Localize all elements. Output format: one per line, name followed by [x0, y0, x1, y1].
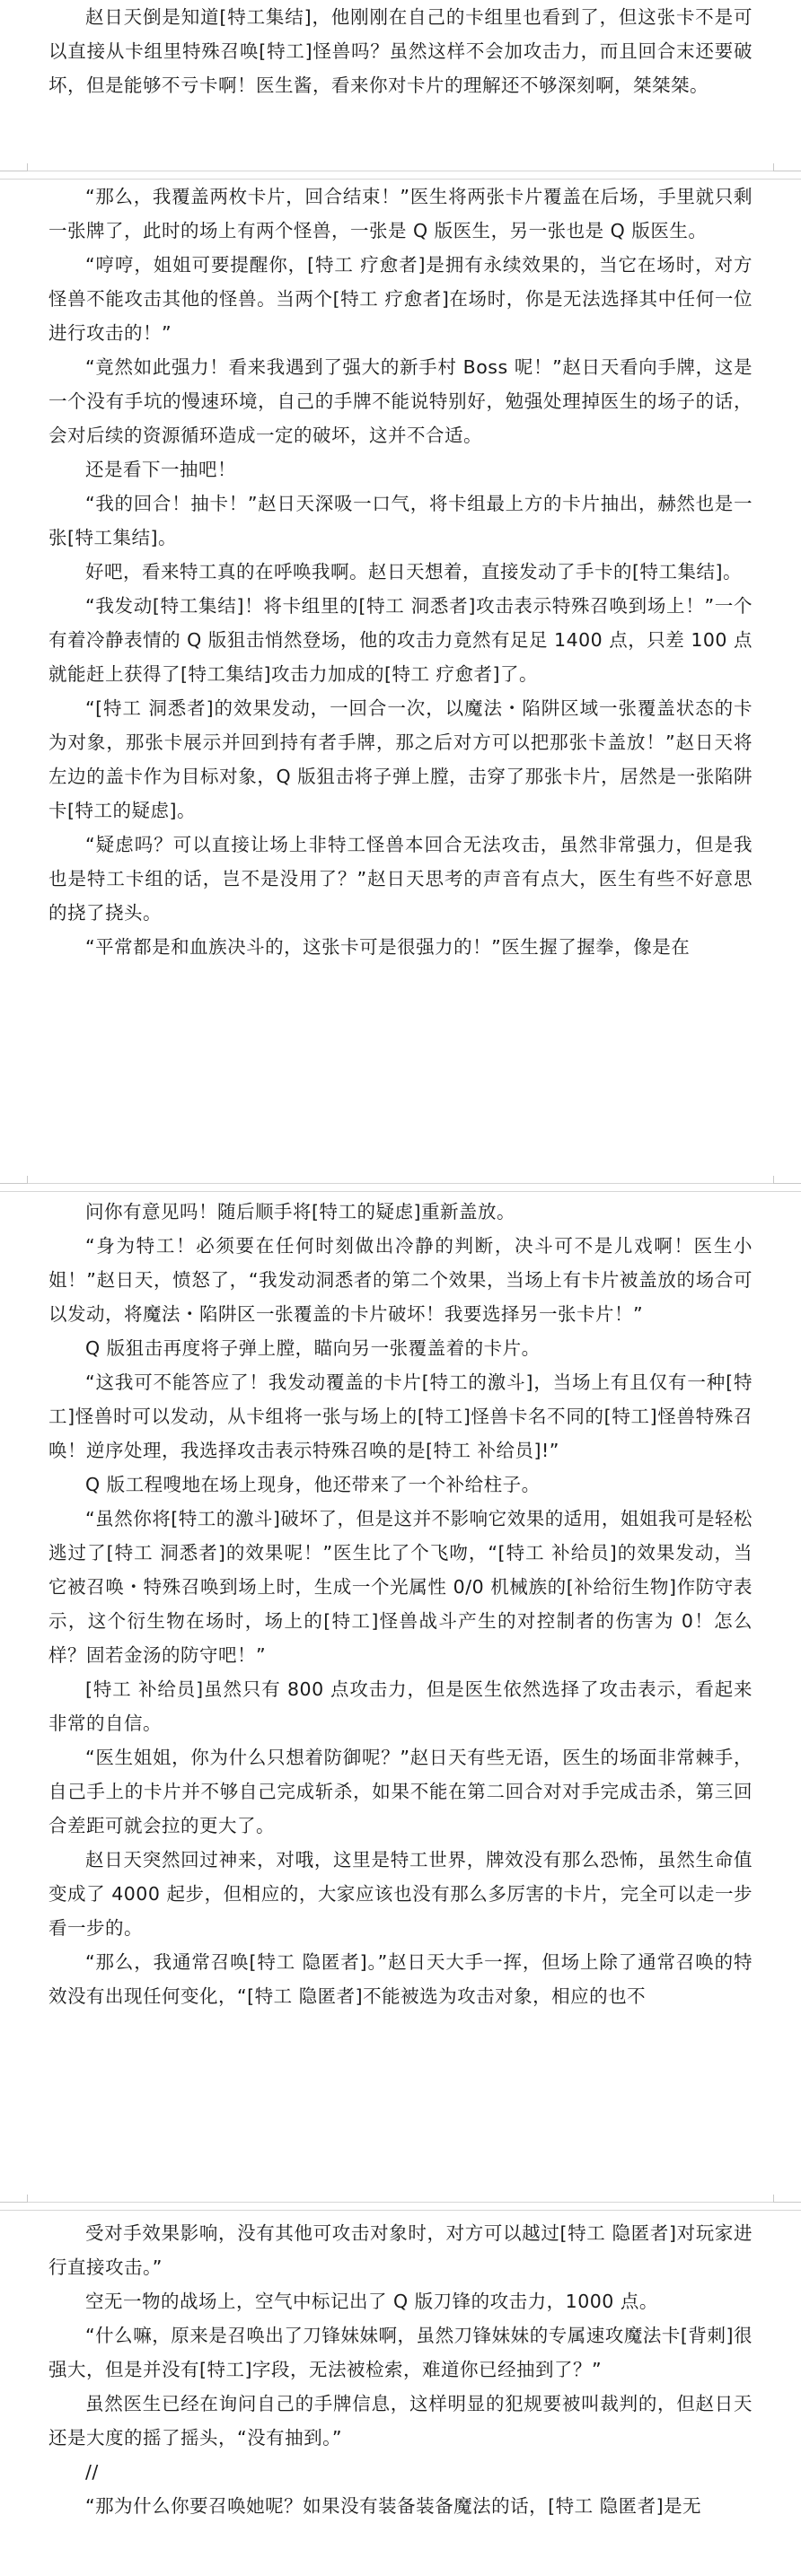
- page-3-body: [48, 1195, 753, 2013]
- paragraph: “哼哼，姐姐可要提醒你，[特工 疗愈者]是拥有永续效果的，当它在场时，对方怪兽不能攻击其他的怪兽。当两个[特工 疗愈者]在场时，你是无法选择其中任何一位进行攻击的！”: [48, 254, 753, 344]
- page-corner-mark: [0, 2195, 28, 2203]
- page-3: [0, 1192, 801, 2202]
- paragraph: “那么，我覆盖两枚卡片，回合结束！”医生将两张卡片覆盖在后场，手里就只剩一张牌了，此时的场上有两个怪兽，一张是 Q 版医生，另一张也是 Q 版医生。: [48, 186, 753, 241]
- paragraph: “竟然如此强力！看来我遇到了强大的新手村 Boss 呢！”赵日天看向手牌，这是一个没有手坑的慢速环境，自己的手牌不能说特别好，勉强处理掉医生的场子的话，会对后续的资源循环造成一定的破坏，这并不合适。: [48, 356, 753, 446]
- page-1-body: [48, 0, 753, 102]
- paragraph: Q 版工程嗖地在场上现身，他还带来了一个补给柱子。: [85, 1474, 541, 1495]
- page-corner-mark: [773, 1176, 801, 1184]
- paragraph: “我发动[特工集结]！将卡组里的[特工 洞悉者]攻击表示特殊召唤到场上！”一个有着冷静表情的 Q 版狙击悄然登场，他的攻击力竟然有足足 1400 点，只差 100 点就能赶上获得了[特工集结]攻击力加成的[特工 疗愈者]了。: [48, 595, 753, 685]
- page-corner-mark: [0, 163, 28, 171]
- page-break: [0, 171, 801, 180]
- paragraph: “那么，我通常召唤[特工 隐匿者]。”赵日天大手一挥，但场上除了通常召唤的特效没有出现任何变化，“[特工 隐匿者]不能被选为攻击对象，相应的也不: [48, 1951, 753, 2007]
- paragraph: “那为什么你要召唤她呢？如果没有装备装备魔法的话，[特工 隐匿者]是无: [85, 2495, 702, 2517]
- page-2: [0, 180, 801, 1183]
- paragraph: 空无一物的战场上，空气中标记出了 Q 版刀锋的攻击力，1000 点。: [85, 2291, 658, 2312]
- paragraph: 赵日天倒是知道[特工集结]，他刚刚在自己的卡组里也看到了，但这张卡不是可以直接从卡组里特殊召唤[特工]怪兽吗？虽然这样不会加攻击力，而且回合末还要破坏，但是能够不亏卡啊！医生酱，看来你对卡片的理解还不够深刻啊，桀桀桀。: [48, 6, 753, 96]
- paragraph: “[特工 洞悉者]的效果发动，一回合一次，以魔法・陷阱区域一张覆盖状态的卡为对象，那张卡展示并回到持有者手牌，那之后对方可以把那张卡盖放！”赵日天将左边的盖卡作为目标对象，Q 版狙击将子弹上膛，击穿了那张卡片，居然是一张陷阱卡[特工的疑虑]。: [48, 697, 753, 821]
- page-break: [0, 2202, 801, 2211]
- paragraph: [特工 补给员]虽然只有 800 点攻击力，但是医生依然选择了攻击表示，看起来非常的自信。: [48, 1678, 753, 1734]
- page-corner-mark: [0, 1176, 28, 1184]
- page-corner-mark: [773, 163, 801, 171]
- paragraph: “医生姐姐，你为什么只想着防御呢？”赵日天有些无语，医生的场面非常棘手，自己手上的卡片并不够自己完成斩杀，如果不能在第二回合对对手完成击杀，第三回合差距可就会拉的更大了。: [48, 1747, 753, 1836]
- page-corner-mark: [773, 2195, 801, 2203]
- page-4: [0, 2211, 801, 2576]
- paragraph: 赵日天突然回过神来，对哦，这里是特工世界，牌效没有那么恐怖，虽然生命值变成了 4000 起步，但相应的，大家应该也没有那么多厉害的卡片，完全可以走一步看一步的。: [48, 1849, 753, 1939]
- paragraph: “虽然你将[特工的激斗]破坏了，但是这并不影响它效果的适用，姐姐我可是轻松逃过了[特工 洞悉者]的效果呢！”医生比了个飞吻，“[特工 补给员]的效果发动，当它被召唤・特殊召唤到场上时，生成一个光属性 0/0 机械族的[补给衍生物]作防守表示，这个衍生物在场时，场上的[特工]怪兽战斗产生的对控制者的伤害为 0！怎么样？固若金汤的防守吧！”: [48, 1508, 753, 1666]
- paragraph: “什么嘛，原来是召唤出了刀锋妹妹啊，虽然刀锋妹妹的专属速攻魔法卡[背刺]很强大，但是并没有[特工]字段，无法被检索，难道你已经抽到了？”: [48, 2325, 753, 2380]
- paragraph: Q 版狙击再度将子弹上膛，瞄向另一张覆盖着的卡片。: [85, 1337, 541, 1359]
- paragraph: “平常都是和血族决斗的，这张卡可是很强力的！”医生握了握拳，像是在: [85, 936, 691, 958]
- page-break: [0, 1183, 801, 1192]
- page-1: [0, 0, 801, 171]
- paragraph: 问你有意见吗！随后顺手将[特工的疑虑]重新盖放。: [85, 1201, 515, 1222]
- paragraph: “疑虑吗？可以直接让场上非特工怪兽本回合无法攻击，虽然非常强力，但是我也是特工卡组的话，岂不是没用了？”赵日天思考的声音有点大，医生有些不好意思的挠了挠头。: [48, 834, 753, 924]
- paragraph: 受对手效果影响，没有其他可攻击对象时，对方可以越过[特工 隐匿者]对玩家进行直接攻击。”: [48, 2222, 753, 2278]
- paragraph: 好吧，看来特工真的在呼唤我啊。赵日天想着，直接发动了手卡的[特工集结]。: [85, 561, 742, 583]
- page-2-body: [48, 180, 753, 964]
- paragraph: //: [85, 2461, 99, 2483]
- paragraph: “身为特工！必须要在任何时刻做出冷静的判断，决斗可不是儿戏啊！医生小姐！”赵日天，愤怒了，“我发动洞悉者的第二个效果，当场上有卡片被盖放的场合可以发动，将魔法・陷阱区一张覆盖的卡片破坏！我要选择另一张卡片！”: [48, 1235, 753, 1325]
- paragraph: 虽然医生已经在询问自己的手牌信息，这样明显的犯规要被叫裁判的，但赵日天还是大度的摇了摇头，“没有抽到。”: [48, 2393, 753, 2449]
- paragraph: “这我可不能答应了！我发动覆盖的卡片[特工的激斗]，当场上有且仅有一种[特工]怪兽时可以发动，从卡组将一张与场上的[特工]怪兽卡名不同的[特工]怪兽特殊召唤！逆序处理，我选择攻击表示特殊召唤的是[特工 补给员]!”: [48, 1371, 753, 1461]
- paragraph: “我的回合！抽卡！”赵日天深吸一口气，将卡组最上方的卡片抽出，赫然也是一张[特工集结]。: [48, 493, 753, 548]
- paragraph: 还是看下一抽吧！: [85, 459, 236, 480]
- page-4-body: [48, 2216, 753, 2523]
